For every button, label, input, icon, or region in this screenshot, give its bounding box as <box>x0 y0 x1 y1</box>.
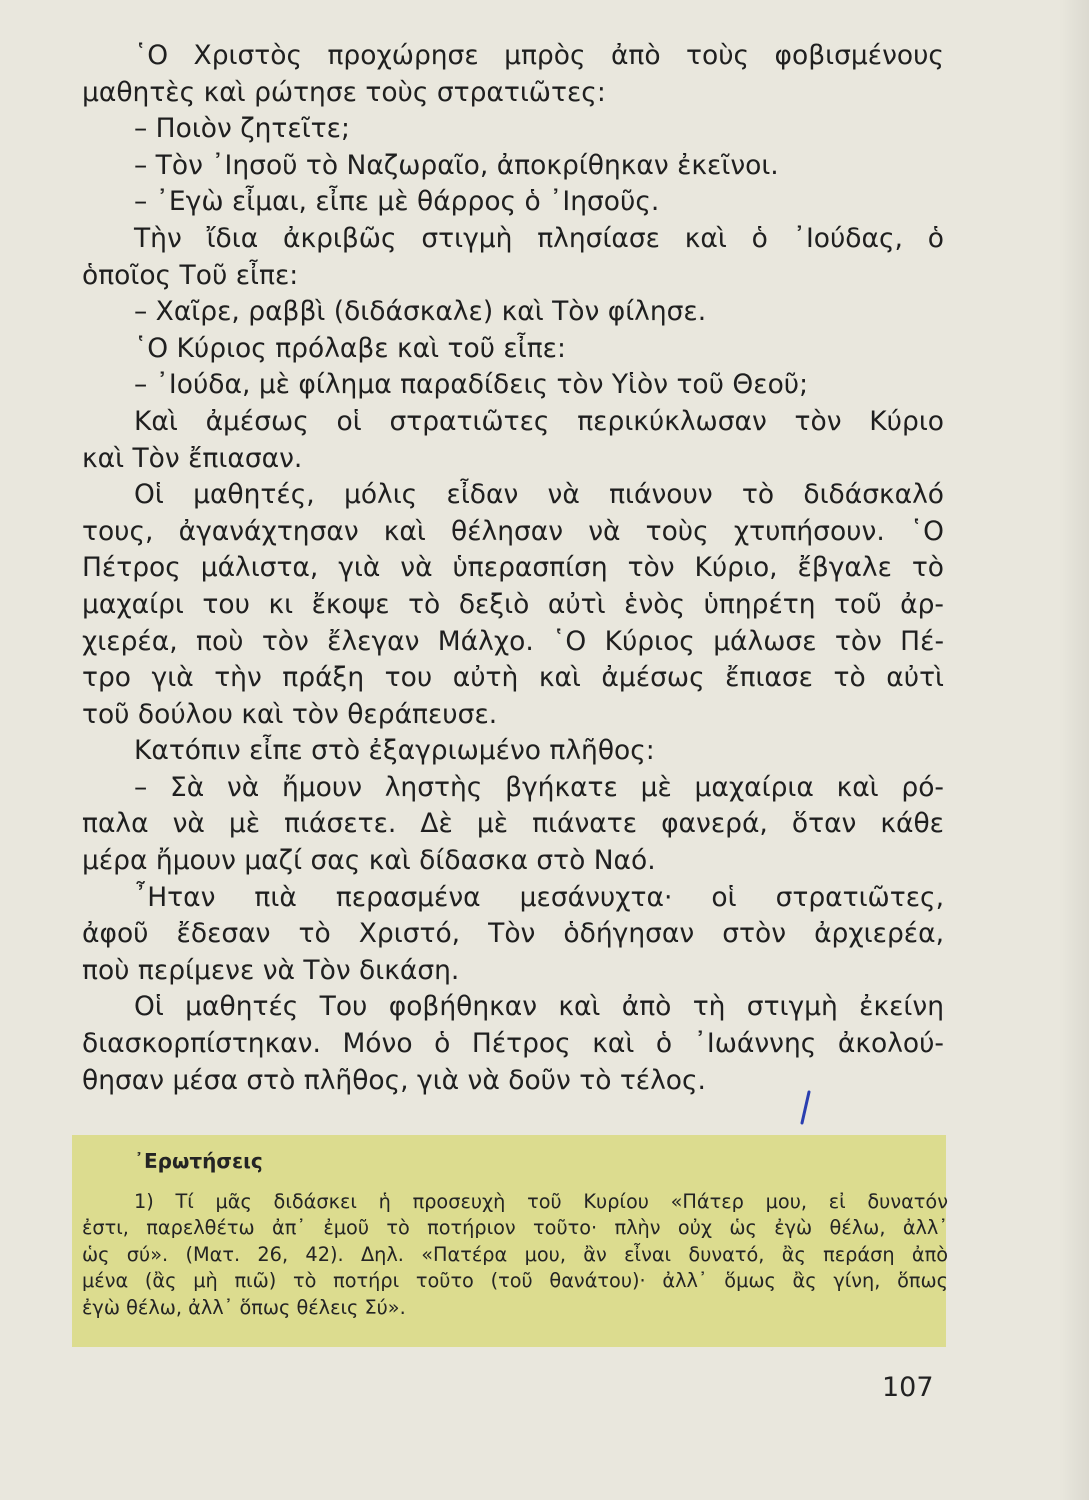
text-line: Τὴν ἴδια ἀκριβῶς στιγμὴ πλησίασε καὶ ὁ ᾿Ιούδας, ὁ <box>134 222 944 254</box>
text-line: Οἱ μαθητές, μόλις εἶδαν νὰ πιάνουν τὸ διδάσκαλό <box>134 479 944 511</box>
text-line: τρο γιὰ τὴν πράξη του αὐτὴ καὶ ἀμέσως ἔπιασε τὸ αὐτὶ <box>82 662 944 694</box>
dialogue-line: – Τὸν ᾿Ιησοῦ τὸ Ναζωραῖο, ἀποκρίθηκαν ἐκεῖνοι. <box>134 149 779 181</box>
text-line: Κατόπιν εἶπε στὸ ἐξαγριωμένο πλῆθος: <box>134 735 655 767</box>
questions-text <box>82 1189 948 1321</box>
text-line: ὁποῖος Τοῦ εἶπε: <box>82 259 299 291</box>
text-line: μαχαίρι του κι ἔκοψε τὸ δεξιὸ αὐτὶ ἑνὸς ὑπηρέτη τοῦ ἀρ- <box>82 588 944 620</box>
text-line: μέρα ἤμουν μαζί σας καὶ δίδασκα στὸ Ναό. <box>82 845 656 877</box>
questions-box <box>72 1135 946 1347</box>
question-line: 1) Τί μᾶς διδάσκει ἡ προσευχὴ τοῦ Κυρίου «Πάτερ μου, εἰ δυνατόν <box>134 1190 948 1213</box>
text-line: μαθητὲς καὶ ρώτησε τοὺς στρατιῶτες: <box>82 76 606 108</box>
text-line: διασκορπίστηκαν. Μόνο ὁ Πέτρος καὶ ὁ ᾿Ιωάννης ἀκολού- <box>82 1028 944 1060</box>
text-line: ῾Ο Χριστὸς προχώρησε μπρὸς ἀπὸ τοὺς φοβισμένους <box>134 40 944 71</box>
text-line: Οἱ μαθητές Του φοβήθηκαν καὶ ἀπὸ τὴ στιγμὴ ἐκείνη <box>134 991 944 1023</box>
text-line: παλα νὰ μὲ πιάσετε. Δὲ μὲ πιάνατε φανερά, ὅταν κάθε <box>82 808 944 840</box>
text-line: ἀφοῦ ἔδεσαν τὸ Χριστό, Τὸν ὁδήγησαν στὸν ἀρχιερέα, <box>82 918 944 950</box>
dialogue-line: – Χαῖρε, ραββὶ (διδάσκαλε) καὶ Τὸν φίλησε. <box>134 296 707 328</box>
pen-mark-icon <box>798 1090 812 1126</box>
questions-heading: ᾿Ερωτήσεις <box>134 1149 263 1173</box>
text-line: τους, ἀγανάχτησαν καὶ θέλησαν νὰ τοὺς χτυπήσουν. ῾Ο <box>82 515 944 547</box>
text-line: Καὶ ἀμέσως οἱ στρατιῶτες περικύκλωσαν τὸν Κύριο <box>134 405 944 437</box>
text-line: θησαν μέσα στὸ πλῆθος, γιὰ νὰ δοῦν τὸ τέλος. <box>82 1064 706 1096</box>
page-number: 107 <box>882 1372 934 1403</box>
text-line: καὶ Τὸν ἔπιασαν. <box>82 442 303 474</box>
main-text <box>82 38 944 1099</box>
text-line: τοῦ δούλου καὶ τὸν θεράπευσε. <box>82 698 498 730</box>
question-line: ὡς σύ». (Ματ. 26, 42). Δηλ. «Πατέρα μου, ἂν εἶναι δυνατό, ἂς περάση ἀπὸ <box>82 1242 948 1266</box>
dialogue-line: – Σὰ νὰ ἤμουν ληστὴς βγήκατε μὲ μαχαίρια καὶ ρό- <box>134 771 944 803</box>
question-line: μένα (ἂς μὴ πιῶ) τὸ ποτήρι τοῦτο (τοῦ θανάτου)· ἀλλ᾿ ὅμως ἂς γίνη, ὅπως <box>82 1269 948 1293</box>
question-line: ἐστι, παρελθέτω ἀπ᾿ ἐμοῦ τὸ ποτήριον τοῦτο· πλὴν οὐχ ὡς ἐγὼ θέλω, ἀλλ᾿ <box>82 1216 948 1240</box>
dialogue-line: – Ποιὸν ζητεῖτε; <box>134 113 350 145</box>
question-line: ἐγὼ θέλω, ἀλλ᾿ ὅπως θέλεις Σύ». <box>82 1295 406 1319</box>
text-line: χιερέα, ποὺ τὸν ἔλεγαν Μάλχο. ῾Ο Κύριος μάλωσε τὸν Πέ- <box>82 625 944 657</box>
dialogue-line: – ᾿Εγὼ εἶμαι, εἶπε μὲ θάρρος ὁ ᾿Ιησοῦς. <box>134 186 660 218</box>
text-line: ποὺ περίμενε νὰ Τὸν δικάση. <box>82 954 460 986</box>
text-line: ῏Ηταν πιὰ περασμένα μεσάνυχτα· οἱ στρατιῶτες, <box>134 881 944 913</box>
text-line: Πέτρος μάλιστα, γιὰ νὰ ὑπερασπίση τὸν Κύριο, ἔβγαλε τὸ <box>82 552 944 584</box>
page-edge-shadow <box>1059 0 1089 1500</box>
text-line: ῾Ο Κύριος πρόλαβε καὶ τοῦ εἶπε: <box>134 332 566 364</box>
dialogue-line: – ᾿Ιούδα, μὲ φίλημα παραδίδεις τὸν Υἱὸν τοῦ Θεοῦ; <box>134 369 809 401</box>
